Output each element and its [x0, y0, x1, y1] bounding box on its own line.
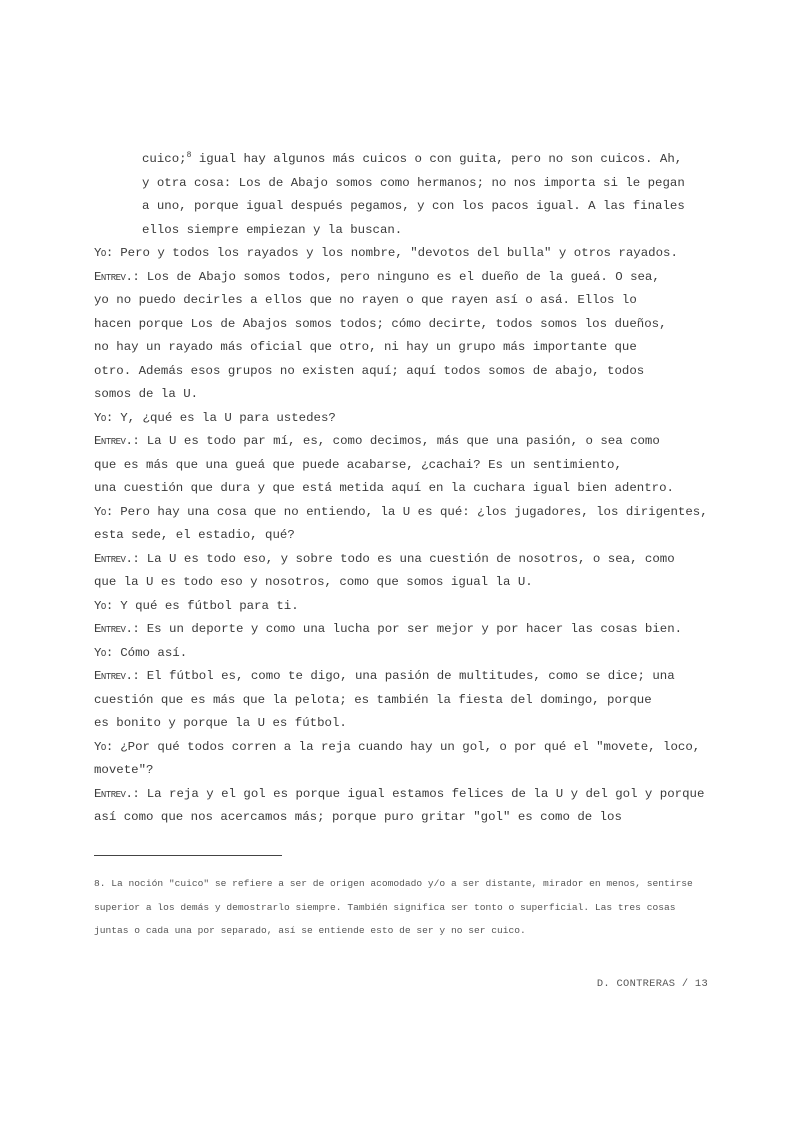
text-line: El fútbol es, como te digo, una pasión de multitudes, como se dice; una [146, 669, 675, 683]
dialogue-turn [94, 501, 714, 548]
footnote-line: 8. La noción "cuico" se refiere a ser de origen acomodado y/o a ser distante, mirador en menos, sentirse [94, 878, 693, 889]
dialogue-turn [94, 783, 714, 830]
text-line: La U es todo eso, y sobre todo es una cuestión de nosotros, o sea, como [146, 551, 675, 566]
footnote-marker[interactable]: 8 [186, 150, 192, 160]
footnote-line: juntas o cada una por separado, así se entiende esto de ser y no ser cuico. [94, 925, 526, 936]
dialogue-turn [94, 642, 714, 666]
speaker-label: Entrev.: [94, 269, 140, 284]
text-line: La reja y el gol es porque igual estamos felices de la U y del gol y porque [146, 786, 705, 801]
interview-transcript [94, 148, 714, 830]
text-line: Pero y todos los rayados y los nombre, "devotos del bulla" y otros rayados. [120, 246, 678, 260]
speaker-label: Entrev.: [94, 669, 140, 683]
text-line: La U es todo par mí, es, como decimos, más que una pasión, o sea como [146, 434, 660, 448]
text-line: así como que nos acercamos más; porque puro gritar "gol" es como de los [94, 810, 622, 824]
speaker-label: Entrev.: [94, 786, 140, 801]
text-line: una cuestión que dura y que está metida aquí en la cuchara igual bien adentro. [94, 481, 674, 495]
dialogue-turn [94, 430, 714, 501]
speaker-label: Entrev.: [94, 622, 140, 636]
text-line: que es más que una gueá que puede acabarse, ¿cachai? Es un sentimiento, [94, 457, 622, 472]
dialogue-turn [94, 242, 714, 266]
dialogue-turn [94, 595, 714, 619]
speaker-label: Entrev.: [94, 551, 140, 566]
text-line: y otra cosa: Los de Abajo somos como hermanos; no nos importa si le pegan [142, 175, 685, 190]
page-number: D. CONTRERAS / 13 [596, 978, 708, 990]
dialogue-turn [94, 618, 714, 642]
text-line: no hay un rayado más oficial que otro, ni hay un grupo más importante que [94, 340, 637, 354]
text-line: yo no puedo decirles a ellos que no rayen o que rayen así o asá. Ellos lo [94, 293, 637, 307]
text-line: a uno, porque igual después pegamos, y con los pacos igual. A las finales [142, 199, 685, 213]
text-line: ellos siempre empiezan y la buscan. [142, 222, 403, 237]
footnote-line: superior a los demás y demostrarlo siempre. También significa ser tonto o superficial. Las tres cosas [94, 901, 676, 913]
text-line: igual hay algunos más cuicos o con guita, pero no son cuicos. Ah, [198, 152, 683, 166]
text-fragment: cuico; [142, 152, 187, 166]
text-line: Pero hay una cosa que no entiendo, la U es qué: ¿los jugadores, los dirigentes, [120, 504, 708, 519]
speaker-label: Yo: [94, 598, 113, 613]
footnote [94, 872, 714, 943]
text-line: Y qué es fútbol para ti. [120, 598, 299, 613]
text-line: cuestión que es más que la pelota; es también la fiesta del domingo, porque [94, 692, 652, 707]
dialogue-turn [94, 736, 714, 783]
text-line: esta sede, el estadio, qué? [94, 528, 295, 542]
text-line: ¿Por qué todos corren a la reja cuando hay un gol, o por qué el "movete, loco, [120, 739, 701, 754]
speaker-label: Yo: [94, 410, 113, 425]
dialogue-turn [94, 665, 714, 736]
speaker-label: Entrev.: [94, 434, 140, 448]
dialogue-turn [94, 407, 714, 431]
text-line: Y, ¿qué es la U para ustedes? [120, 410, 336, 425]
dialogue-turn [94, 548, 714, 595]
text-line: Los de Abajo somos todos, pero ninguno es el dueño de la gueá. O sea, [146, 269, 660, 284]
text-line: somos de la U. [94, 387, 199, 401]
paragraph-continuation [94, 148, 714, 242]
dialogue-turn [94, 266, 714, 407]
footnote-divider [94, 855, 282, 856]
text-line: movete"? [94, 763, 154, 777]
speaker-label: Yo: [94, 645, 113, 660]
text-line: hacen porque Los de Abajos somos todos; cómo decirte, todos somos los dueños, [94, 316, 667, 331]
text-line: es bonito y porque la U es fútbol. [94, 716, 347, 730]
text-line: Es un deporte y como una lucha por ser mejor y por hacer las cosas bien. [146, 622, 683, 636]
text-line: otro. Además esos grupos no existen aquí; aquí todos somos de abajo, todos [94, 363, 645, 378]
text-line: que la U es todo eso y nosotros, como que somos igual la U. [94, 575, 533, 589]
text-line: Cómo así. [120, 645, 188, 660]
speaker-label: Yo: [94, 739, 113, 754]
speaker-label: Yo: [94, 504, 113, 519]
speaker-label: Yo: [94, 246, 113, 260]
